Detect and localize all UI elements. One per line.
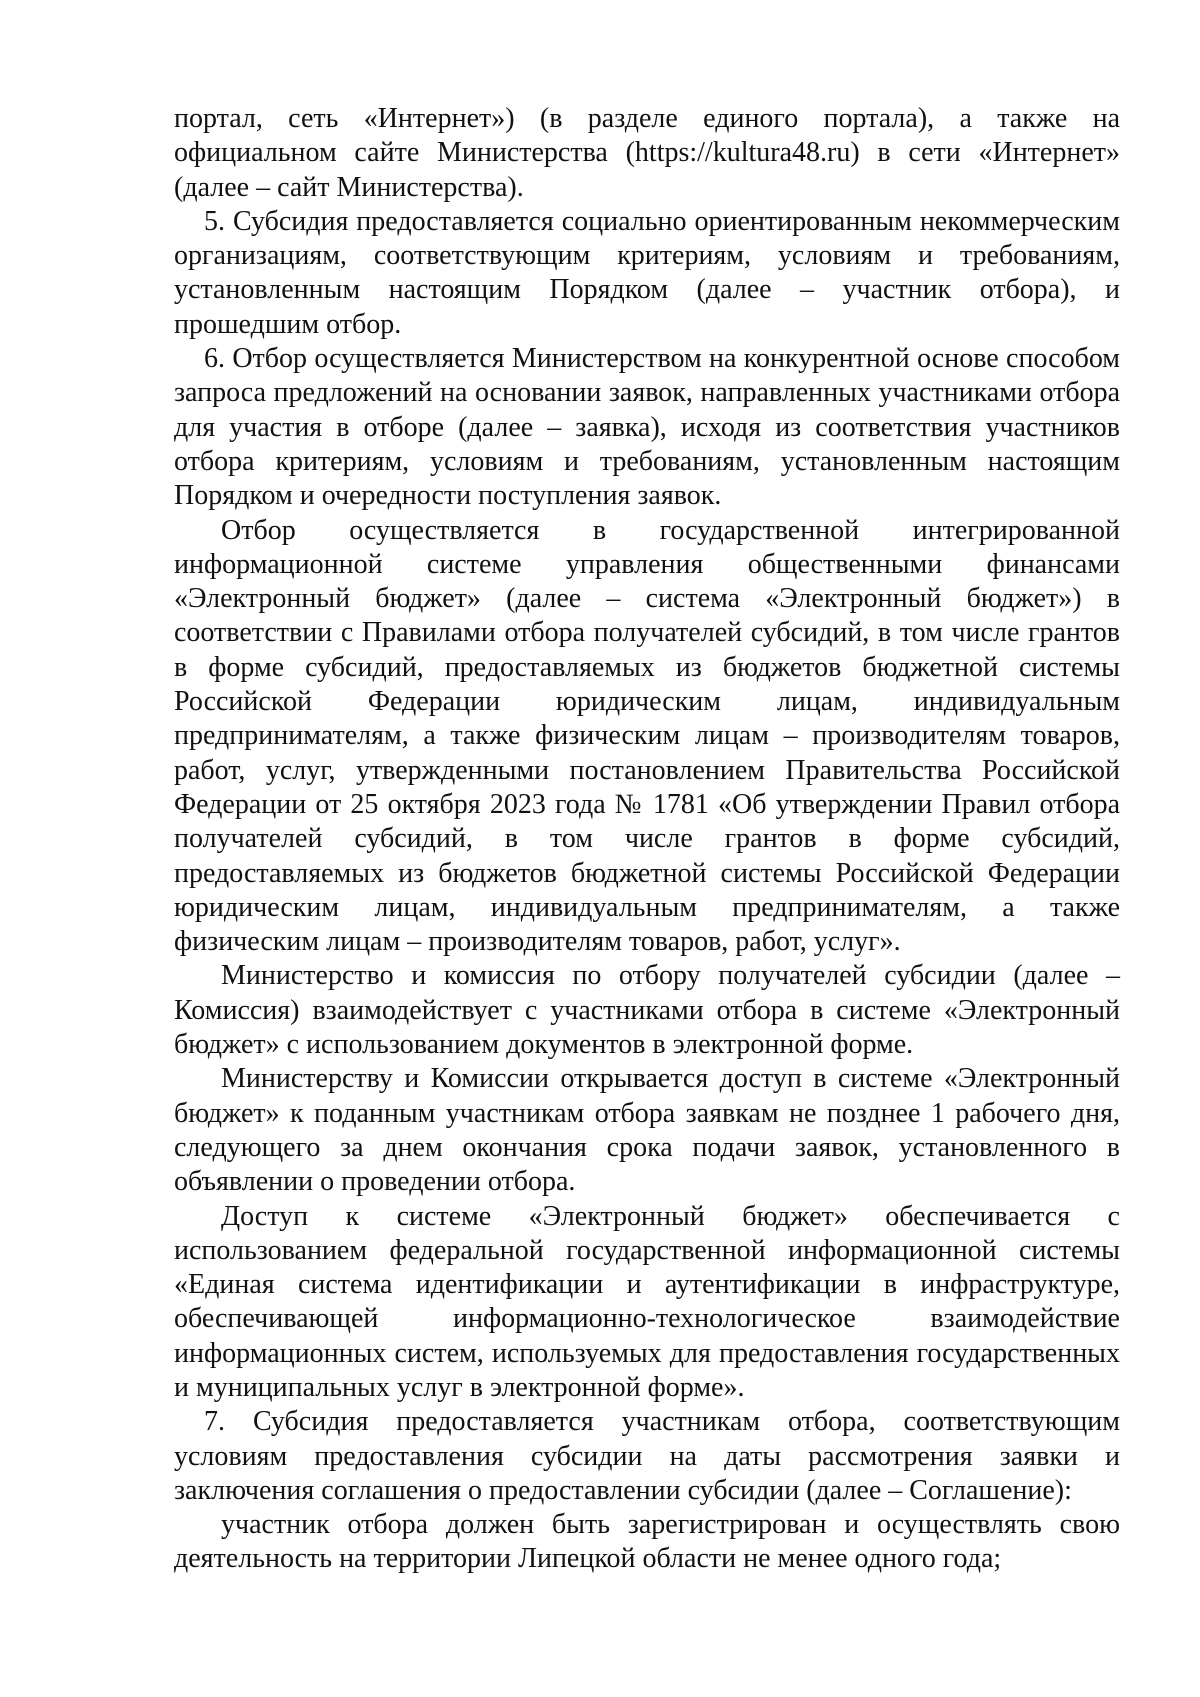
paragraph-condition-registration: участник отбора должен быть зарегистрирован и осуществлять свою деятельность на территории Липецкой области не менее одного года;: [174, 1509, 1120, 1575]
paragraph-item-5: 5. Субсидия предоставляется социально ориентированным некоммерческим организациям, соответствующим критериям, условиям и требованиям, установленным настоящим Порядком (далее – участник отбора), и прошедшим отбор.: [174, 205, 1120, 340]
paragraph-electronic-budget: Отбор осуществляется в государственной интегрированной информационной системе управления общественными финансами «Электронный бюджет» (далее – система «Электронный бюджет») в соответствии с Правилами отбора получателей субсидий, в том числе грантов в форме субсидий, предоставляемых из бюджетов бюджетной системы Российской Федерации юридическим лицам, индивидуальным предпринимателям, а также физическим лицам – производителям товаров, работ, услуг, утвержденными постановлением Правительства Российской Федерации от 25 октября 2023 года № 1781 «Об утверждении Правил отбора получателей субсидий, в том числе грантов в форме субсидий, предоставляемых из бюджетов бюджетной системы Российской Федерации юридическим лицам, индивидуальным предпринимателям, а также физическим лицам – производителям товаров, работ, услуг».: [174, 514, 1120, 958]
paragraph-item-6: 6. Отбор осуществляется Министерством на конкурентной основе способом запроса предложений на основании заявок, направленных участниками отбора для участия в отборе (далее – заявка), исходя из соответствия участников отбора критериям, условиям и требованиям, установленным настоящим Порядком и очередности поступления заявок.: [174, 343, 1120, 512]
paragraph-access-applications: Министерству и Комиссии открывается доступ в системе «Электронный бюджет» к поданным участникам отбора заявкам не позднее 1 рабочего дня, следующего за днем окончания срока подачи заявок, установленного в объявлении о проведении отбора.: [174, 1063, 1120, 1198]
document-body: [174, 102, 1120, 1577]
paragraph-commission: Министерство и комиссия по отбору получателей субсидии (далее – Комиссия) взаимодействует с участниками отбора в системе «Электронный бюджет» с использованием документов в электронной форме.: [174, 960, 1120, 1061]
paragraph-item-7: 7. Субсидия предоставляется участникам отбора, соответствующим условиям предоставления субсидии на даты рассмотрения заявки и заключения соглашения о предоставлении субсидии (далее – Соглашение):: [174, 1406, 1120, 1506]
paragraph-portal-continuation: портал, сеть «Интернет») (в разделе единого портала), а также на официальном сайте Министерства (https://kultura48.ru) в сети «Интернет» (далее – сайт Министерства).: [174, 103, 1120, 203]
paragraph-access-system: Доступ к системе «Электронный бюджет» обеспечивается с использованием федеральной государственной информационной системы «Единая система идентификации и аутентификации в инфраструктуре, обеспечивающей информационно-технологическое взаимодействие информационных систем, используемых для предоставления государственных и муниципальных услуг в электронной форме».: [174, 1200, 1120, 1403]
